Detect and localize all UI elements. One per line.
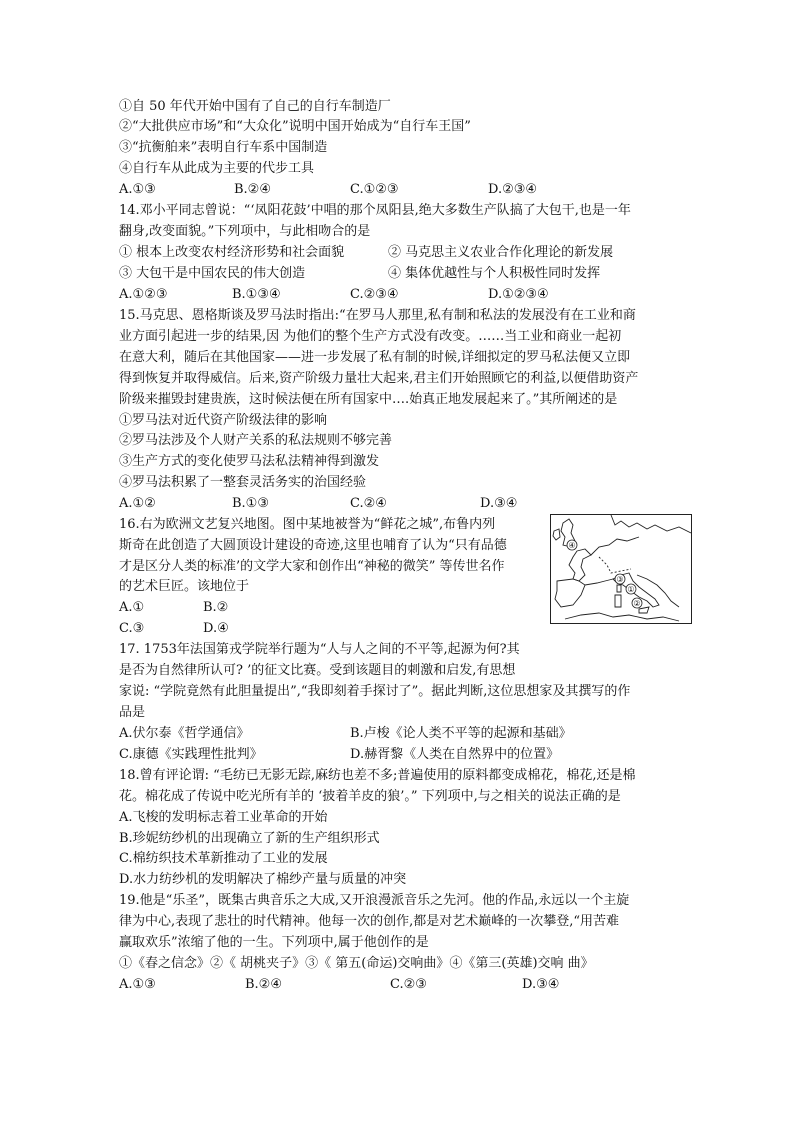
q16-stem-line-2: 斯奇在此创造了大圆顶设计建设的奇迹,这里也哺育了认为“只有品德 bbox=[119, 538, 507, 553]
q16-stem-line-4: 的艺术巨匠。该地位于 bbox=[119, 579, 250, 594]
q14-option-a: A.①②③ bbox=[119, 287, 168, 302]
q13-option-b: B.②④ bbox=[234, 182, 271, 197]
q19-option-a: A.①③ bbox=[119, 977, 156, 992]
q14-option-d: D.①②③④ bbox=[488, 287, 549, 302]
q15-item-2: ②罗马法涉及个人财产关系的私法规则不够完善 bbox=[119, 433, 393, 448]
q14-stem-line-1: 14.邓小平同志曾说：“‘凤阳花鼓’中唱的那个凤阳县,绝大多数生产队搞了大包干,也是一年 bbox=[119, 203, 631, 218]
q17-option-c: C.康德《实践理性批判》 bbox=[119, 747, 263, 762]
q17-option-d: D.赫胥黎《人类在自然界中的位置》 bbox=[350, 747, 560, 762]
q18-stem-line-1: 18.曾有评论谓: “毛纺已无影无踪,麻纺也差不多;普遍使用的原料都变成棉花，棉花,还是棉 bbox=[119, 768, 636, 783]
q14-item-3: ③ 大包干是中国农民的伟大创造 bbox=[119, 266, 306, 281]
q15-item-4: ④罗马法积累了一整套灵活务实的治国经验 bbox=[119, 475, 367, 490]
q15-stem-line-5: 阶级来摧毁封建贵族，这时候法便在所有国家中….始真正地发展起来了。”其所阐述的是 bbox=[119, 392, 618, 407]
map-med-coast bbox=[585, 579, 613, 585]
q18-option-a: A.飞梭的发明标志着工业革命的开始 bbox=[119, 810, 328, 825]
q19-items-line: ①《春之信念》②《 胡桃夹子》③《 第五(命运)交响曲》④《第三(英雄)交响 曲》 bbox=[119, 956, 594, 971]
q15-option-d: D.③④ bbox=[480, 496, 518, 511]
map-adriatic-coast bbox=[637, 575, 679, 607]
map-ireland-outline bbox=[553, 529, 560, 540]
map-west-coast bbox=[569, 549, 591, 581]
q15-option-c: C.②④ bbox=[350, 496, 387, 511]
q16-stem-line-3: 才是区分人类的标准’的文学大家和创作出“神秘的微笑” 等传世名作 bbox=[119, 559, 505, 574]
q17-stem-line-1: 17. 1753年法国第戎学院举行题为“人与人之间的不平等,起源为何?其 bbox=[119, 642, 520, 657]
q15-stem-line-3: 在意大利，随后在其他国家——进一步发展了私有制的时候,详细拟定的罗马私法便又立即 bbox=[119, 350, 631, 365]
q16-option-a: A.① bbox=[119, 600, 145, 615]
q15-option-a: A.①② bbox=[119, 496, 156, 511]
q18-option-c: C.棉纺织技术革新推动了工业的发展 bbox=[119, 851, 328, 866]
q13-option-d: D.②③④ bbox=[488, 182, 538, 197]
q16-option-d: D.④ bbox=[203, 621, 229, 636]
q14-item-4: ④ 集体优越性与个人积极性同时发挥 bbox=[388, 266, 601, 281]
q17-stem-line-4: 品是 bbox=[119, 705, 146, 720]
q15-option-b: B.①③ bbox=[232, 496, 269, 511]
q19-option-c: C.②③ bbox=[390, 977, 427, 992]
q13-item-2: ②“大批供应市场”和“大众化”说明中国开始成为“自行车王国” bbox=[119, 119, 471, 134]
map-north-africa-coast bbox=[565, 613, 679, 621]
map-label-3: ③ bbox=[616, 575, 624, 584]
q13-option-c: C.①②③ bbox=[350, 182, 399, 197]
q15-item-3: ③生产方式的变化使罗马法私法精神得到激发 bbox=[119, 454, 380, 469]
q13-item-1: ①自 50 年代开始中国有了自己的自行车制造厂 bbox=[119, 99, 391, 114]
map-corsica bbox=[617, 585, 621, 592]
q19-option-b: B.②④ bbox=[245, 977, 282, 992]
q18-option-b: B.珍妮纺纱机的出现确立了新的生产组织形式 bbox=[119, 831, 380, 846]
q16-stem-line-1: 16.右为欧洲文艺复兴地图。图中某地被誉为“鲜花之城”,布鲁内列 bbox=[119, 517, 496, 532]
q19-stem-line-1: 19.他是“乐圣”，既集古典音乐之大成,又开浪漫派音乐之先河。他的作品,永远以一个主旋 bbox=[119, 893, 630, 908]
map-north-coast bbox=[611, 515, 691, 533]
q14-item-1: ① 根本上改变农村经济形势和社会面貌 bbox=[119, 245, 345, 260]
q17-stem-line-3: 家说: “学院竟然有此胆量提出”,“我即刻着手探讨了”。据此判断,这位思想家及其撰写的作 bbox=[119, 684, 631, 699]
q15-stem-line-1: 15.马克思、恩格斯谈及罗马法时指出:“在罗马人那里,私有制和私法的发展没有在工业和商 bbox=[119, 308, 636, 323]
q13-option-a: A.①③ bbox=[119, 182, 156, 197]
q17-stem-line-2: 是否为自然律所认可? ’的征文比赛。受到该题目的刺激和启发,有思想 bbox=[119, 663, 516, 678]
q14-option-b: B.①③④ bbox=[232, 287, 281, 302]
map-inland-border bbox=[599, 557, 631, 573]
q16-option-c: C.③ bbox=[119, 621, 145, 636]
q15-stem-line-4: 得到恢复并取得威信。后来,资产阶级力量壮大起来,君主们开始照顾它的利益,以便借助资产 bbox=[119, 371, 639, 386]
q19-option-d: D.③④ bbox=[522, 977, 560, 992]
q14-stem-line-2: 翻身,改变面貌。”下列项中，与此相吻合的是 bbox=[119, 224, 371, 239]
q17-option-a: A.伏尔泰《哲学通信》 bbox=[119, 726, 250, 741]
q17-option-b: B.卢梭《论人类不平等的起源和基础》 bbox=[350, 726, 572, 741]
map-continent-coast bbox=[591, 537, 639, 555]
europe-map-drawing bbox=[551, 515, 691, 623]
map-sardinia bbox=[615, 595, 621, 607]
q15-item-1: ①罗马法对近代资产阶级法律的影响 bbox=[119, 413, 328, 428]
q14-option-c: C.②③④ bbox=[350, 287, 399, 302]
q18-stem-line-2: 花。棉花成了传说中吃光所有羊的 ‘披着羊皮的狼’。” 下列项中,与之相关的说法正确的是 bbox=[119, 789, 621, 804]
q15-stem-line-2: 业方面引起进一步的结果,因 为他们的整个生产方式没有改变。……当工业和商业一起初 bbox=[119, 329, 622, 344]
q18-option-d: D.水力纺纱机的发明解决了棉纱产量与质量的冲突 bbox=[119, 872, 407, 887]
q13-item-4: ④自行车从此成为主要的代步工具 bbox=[119, 161, 315, 176]
q13-item-3: ③“抗衡舶来”表明自行车系中国制造 bbox=[119, 140, 328, 155]
map-label-2: ② bbox=[633, 599, 641, 608]
q14-item-2: ② 马克思主义农业合作化理论的新发展 bbox=[388, 245, 614, 260]
map-iberia-outline bbox=[555, 579, 585, 607]
q19-stem-line-2: 律为中心,表现了悲壮的时代精神。他每一次的创作,都是对艺术巅峰的一次攀登,“用苦难 bbox=[119, 914, 620, 929]
renaissance-europe-map bbox=[550, 514, 692, 624]
q19-stem-line-3: 赢取欢乐”浓缩了他的一生。下列项中,属于他创作的是 bbox=[119, 935, 429, 950]
map-label-4: ④ bbox=[568, 541, 576, 550]
q16-option-b: B.② bbox=[203, 600, 229, 615]
map-label-1: ① bbox=[627, 585, 635, 594]
